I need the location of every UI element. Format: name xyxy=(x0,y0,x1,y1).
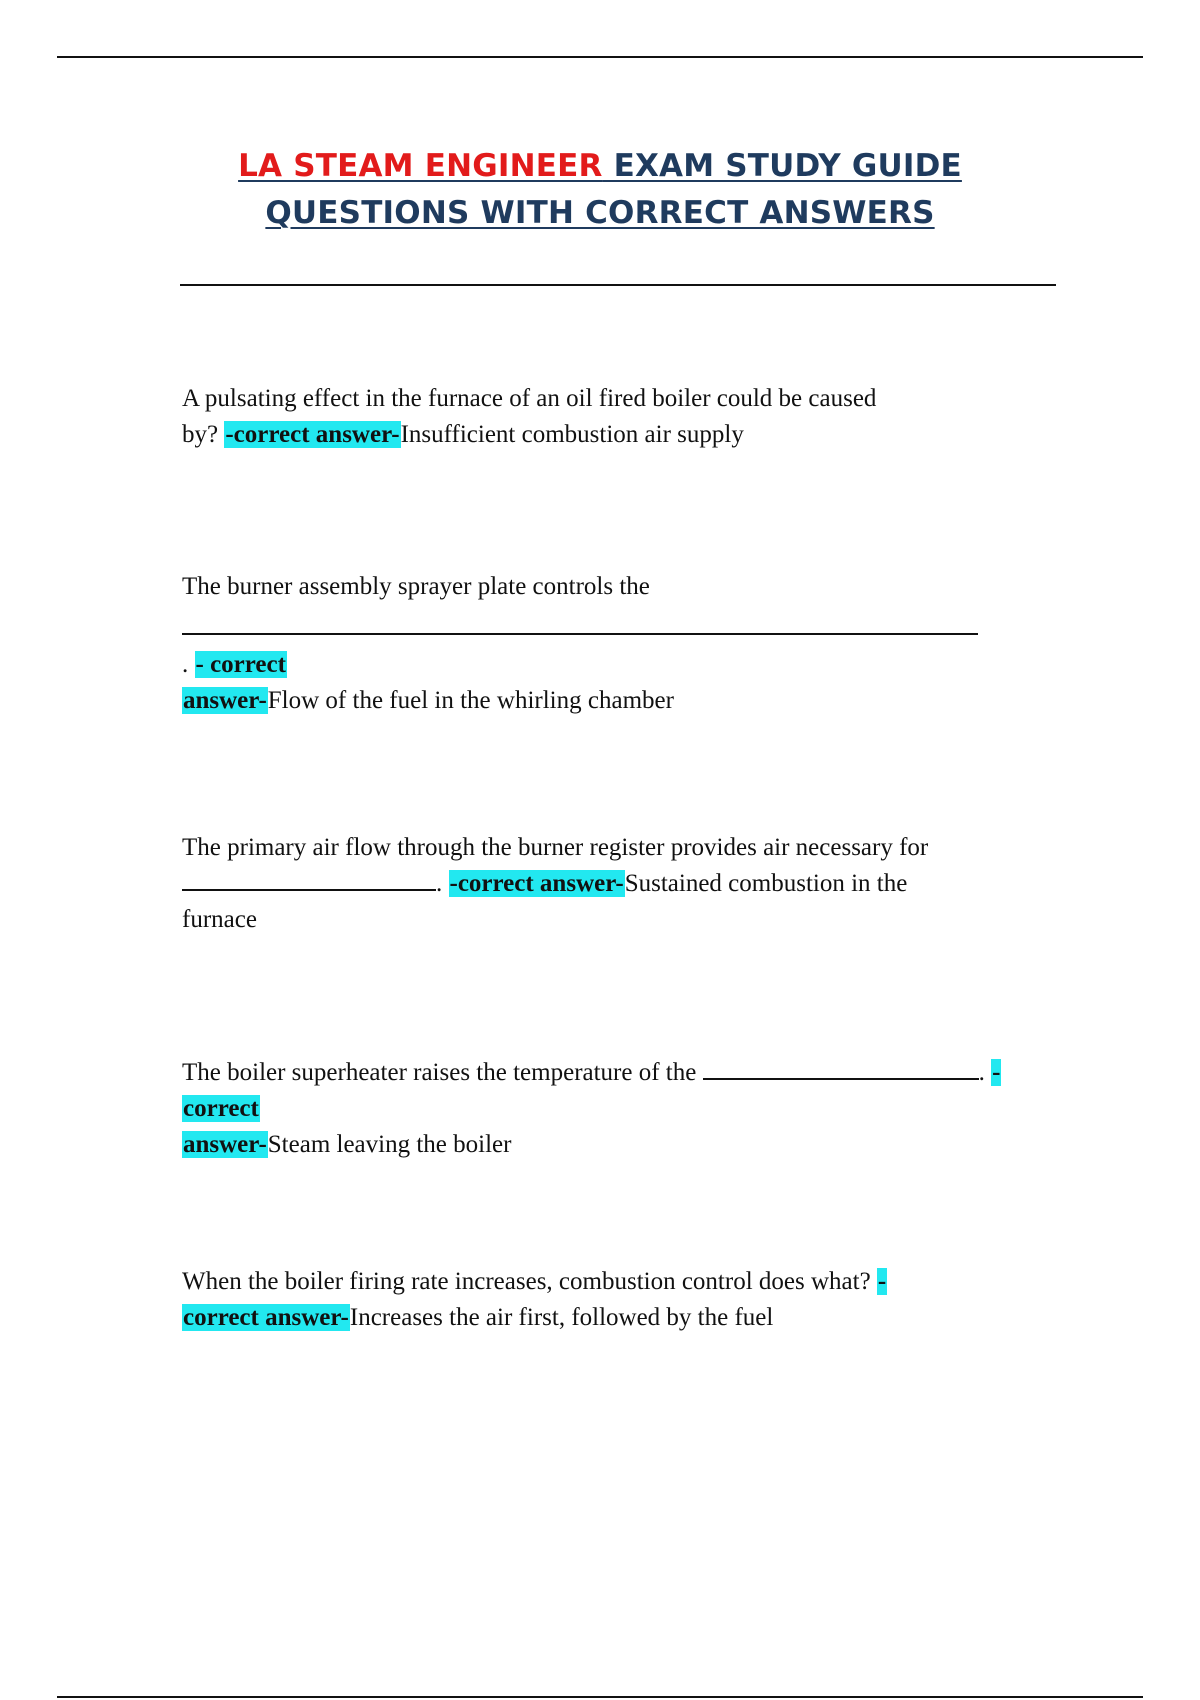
title-line-2-text: QUESTIONS WITH CORRECT ANSWERS xyxy=(265,195,935,231)
title-divider xyxy=(180,284,1056,286)
answer-text: Sustained combustion in the xyxy=(624,870,908,897)
title-highlight: LA STEAM ENGINEER xyxy=(238,148,603,184)
answer-text: furnace xyxy=(182,906,257,933)
question-punct: . xyxy=(436,870,449,897)
question-punct: . xyxy=(978,1059,992,1086)
question-punct: . xyxy=(182,651,195,678)
question-text: When the boiler firing rate increases, combustion control does what? xyxy=(182,1268,877,1295)
correct-answer-marker: -correct answer- xyxy=(225,421,400,448)
answer-text: Steam leaving the boiler xyxy=(267,1131,512,1158)
fill-in-blank xyxy=(703,1056,979,1081)
answer-text: Flow of the fuel in the whirling chamber xyxy=(267,687,674,714)
qa-item-1 xyxy=(182,381,876,453)
correct-answer-marker: correct xyxy=(183,1095,259,1122)
question-text: The boiler superheater raises the temperature of the xyxy=(182,1059,697,1086)
correct-answer-marker: correct answer- xyxy=(183,1304,349,1331)
question-text: by? xyxy=(182,421,225,448)
question-text: A pulsating effect in the furnace of an oil fired boiler could be caused xyxy=(182,385,877,412)
answer-text: Insufficient combustion air supply xyxy=(400,421,744,448)
qa-item-4 xyxy=(182,1055,1001,1163)
correct-answer-marker: - xyxy=(992,1059,1001,1086)
document-title-line-1 xyxy=(0,148,1200,184)
correct-answer-marker: - xyxy=(877,1268,887,1295)
fill-in-blank xyxy=(182,605,978,635)
answer-text: Increases the air first, followed by the fuel xyxy=(349,1304,774,1331)
document-title-line-2 xyxy=(0,195,1200,231)
title-rest: EXAM STUDY GUIDE xyxy=(602,148,962,184)
correct-answer-marker: answer- xyxy=(183,687,267,714)
page-bottom-rule xyxy=(57,1696,1143,1698)
page-top-rule xyxy=(57,56,1143,58)
qa-item-3 xyxy=(182,830,928,938)
correct-answer-marker: -correct answer- xyxy=(449,870,624,897)
correct-answer-marker: answer- xyxy=(183,1131,267,1158)
correct-answer-marker: - correct xyxy=(195,651,286,678)
fill-in-blank xyxy=(182,867,436,892)
question-text: The burner assembly sprayer plate controls the xyxy=(182,573,650,600)
qa-item-2 xyxy=(182,569,978,719)
question-text: The primary air flow through the burner register provides air necessary for xyxy=(182,834,929,861)
qa-item-5 xyxy=(182,1264,887,1336)
